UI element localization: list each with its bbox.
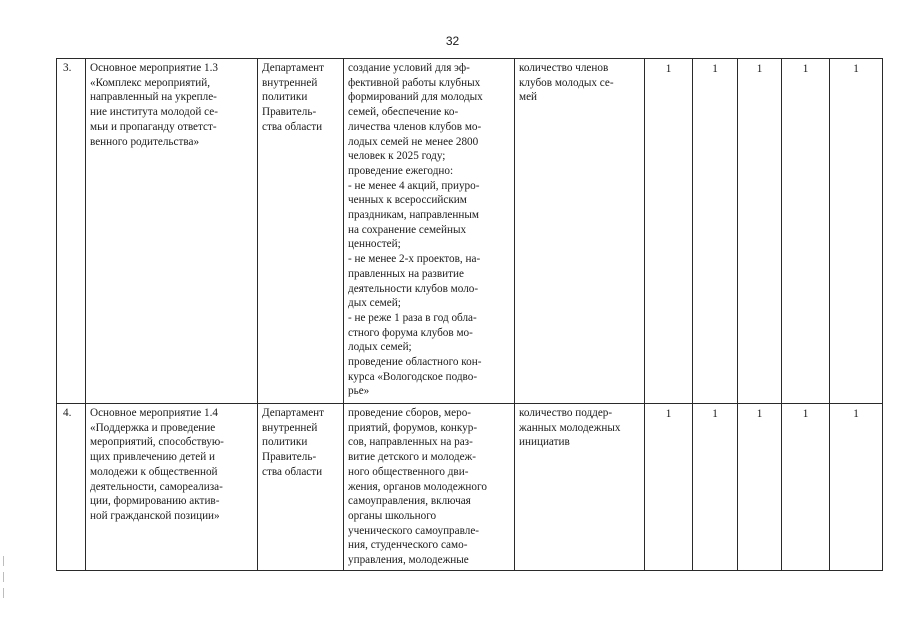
value-cell: 1 <box>830 404 883 571</box>
result-cell: создание условий для эф- фективной работы клубных формирований для молодых семей, обеспечение ко- личества членов клубов мо- лодых семей не менее 2800 человек к 2025 году; проведение ежегодно: - не менее 4 акций, приуро- ченных к всероссийским праздникам, направленным на сохранение семейных ценностей; - не менее 2-х проектов, на- правленных на развитие деятельности клубов моло- дых семей; - не реже 1 раза в год обла- стного форума клубов мо- лодых семей; проведение областного кон- курса «Вологодское подво- рье» <box>344 59 515 404</box>
scan-edge-mark <box>3 588 4 598</box>
row-number: 4. <box>57 404 86 571</box>
indicator-cell: количество членов клубов молодых се- мей <box>515 59 645 404</box>
measures-table <box>56 58 883 571</box>
executor-cell: Департамент внутренней политики Правитель- ства области <box>258 59 344 404</box>
value-cell: 1 <box>693 404 738 571</box>
value-cell: 1 <box>693 59 738 404</box>
executor-cell: Департамент внутренней политики Правитель- ства области <box>258 404 344 571</box>
activity-cell: Основное мероприятие 1.4 «Поддержка и проведение мероприятий, способствую- щих привлечению детей и молодежи к общественной деятельности, самореализа- ции, формированию актив- ной гражданской позиции» <box>86 404 258 571</box>
value-cell: 1 <box>738 404 782 571</box>
value-cell: 1 <box>830 59 883 404</box>
activity-cell: Основное мероприятие 1.3 «Комплекс мероприятий, направленный на укрепле- ние института молодой се- мьи и пропаганду ответст- венного родительства» <box>86 59 258 404</box>
scan-edge-mark <box>3 572 4 582</box>
value-cell: 1 <box>645 404 693 571</box>
result-cell: проведение сборов, меро- приятий, форумов, конкур- сов, направленных на раз- витие детского и молодеж- ного общественного дви- жения, органов молодежного самоуправления, включая органы школьного ученического самоуправле- ния, студенческого само- управления, молодежные <box>344 404 515 571</box>
scan-edge-mark <box>3 556 4 566</box>
table-row <box>57 404 883 571</box>
indicator-cell: количество поддер- жанных молодежных инициатив <box>515 404 645 571</box>
page-number: 32 <box>445 34 460 48</box>
value-cell: 1 <box>645 59 693 404</box>
table-row <box>57 59 883 404</box>
value-cell: 1 <box>782 404 830 571</box>
row-number: 3. <box>57 59 86 404</box>
value-cell: 1 <box>782 59 830 404</box>
value-cell: 1 <box>738 59 782 404</box>
